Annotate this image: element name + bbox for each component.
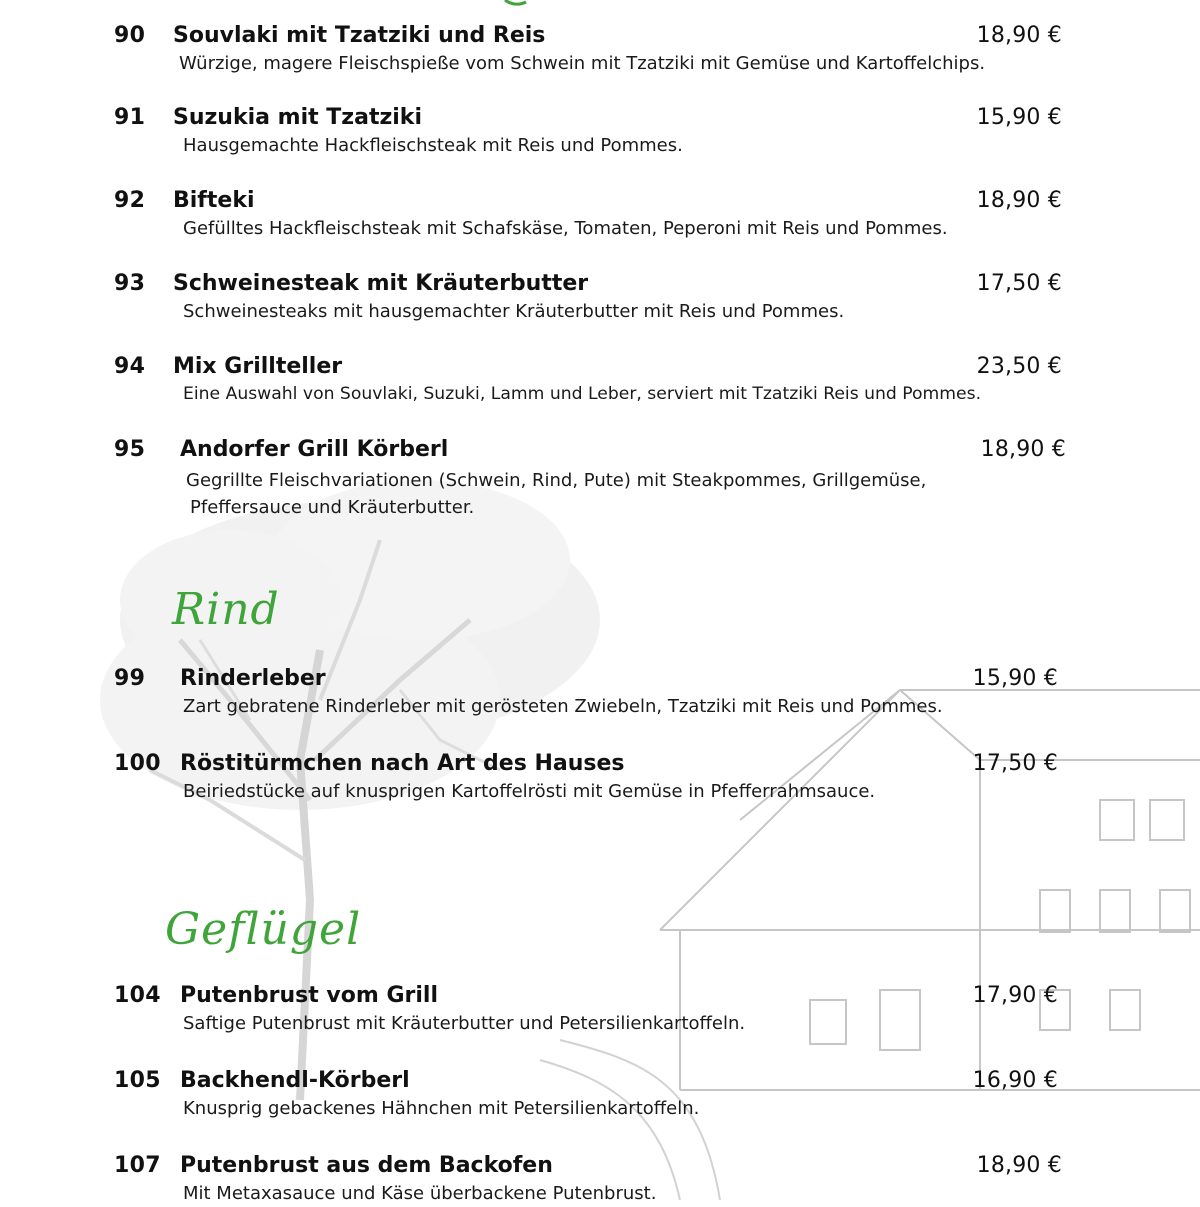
item-price: 16,90 € bbox=[972, 1068, 1058, 1093]
item-number: 92 bbox=[114, 188, 146, 213]
item-name: Bifteki bbox=[173, 188, 255, 213]
item-description: Mit Metaxasauce und Käse überbackene Putenbrust. bbox=[183, 1183, 657, 1204]
item-price: 18,90 € bbox=[976, 23, 1062, 48]
item-price: 15,90 € bbox=[976, 105, 1062, 130]
item-description: Zart gebratene Rinderleber mit gerösteten Zwiebeln, Tzatziki mit Reis und Pommes. bbox=[183, 696, 943, 717]
item-price: 18,90 € bbox=[980, 437, 1066, 462]
item-number: 91 bbox=[114, 105, 146, 130]
item-description: Saftige Putenbrust mit Kräuterbutter und Petersilienkartoffeln. bbox=[183, 1013, 746, 1034]
item-description: Beiriedstücke auf knusprigen Kartoffelrösti mit Gemüse in Pfefferrahmsauce. bbox=[183, 781, 876, 802]
item-number: 94 bbox=[114, 354, 146, 379]
item-description: Hausgemachte Hackfleischsteak mit Reis und Pommes. bbox=[183, 135, 683, 156]
item-number: 104 bbox=[114, 983, 161, 1008]
section-title-rind: Rind bbox=[172, 584, 280, 635]
item-number: 100 bbox=[114, 751, 161, 776]
item-price: 17,50 € bbox=[976, 271, 1062, 296]
item-number: 105 bbox=[114, 1068, 161, 1093]
item-description: Eine Auswahl von Souvlaki, Suzuki, Lamm und Leber, serviert mit Tzatziki Reis und Pommes. bbox=[183, 384, 982, 404]
section-title-gefluegel: Geflügel bbox=[165, 904, 362, 955]
item-description: Gegrillte Fleischvariationen (Schwein, Rind, Pute) mit Steakpommes, Grillgemüse, bbox=[186, 470, 927, 491]
item-name: Backhendl-Körberl bbox=[180, 1068, 410, 1093]
item-name: Putenbrust vom Grill bbox=[180, 983, 438, 1008]
item-number: 95 bbox=[114, 437, 146, 462]
item-price: 18,90 € bbox=[976, 1153, 1062, 1178]
item-name: Rinderleber bbox=[180, 666, 326, 691]
item-name: Andorfer Grill Körberl bbox=[180, 437, 449, 462]
item-number: 107 bbox=[114, 1153, 161, 1178]
item-description-line-2: Pfeffersauce und Kräuterbutter. bbox=[190, 497, 475, 518]
item-description: Würzige, magere Fleischspieße vom Schwein mit Tzatziki mit Gemüse und Kartoffelchips. bbox=[179, 53, 986, 74]
item-price: 17,90 € bbox=[972, 983, 1058, 1008]
item-name: Souvlaki mit Tzatziki und Reis bbox=[173, 23, 546, 48]
item-price: 17,50 € bbox=[972, 751, 1058, 776]
item-price: 18,90 € bbox=[976, 188, 1062, 213]
item-name: Suzukia mit Tzatziki bbox=[173, 105, 422, 130]
item-description: Gefülltes Hackfleischsteak mit Schafskäse, Tomaten, Peperoni mit Reis und Pommes. bbox=[183, 218, 948, 239]
item-name: Schweinesteak mit Kräuterbutter bbox=[173, 271, 589, 296]
item-name: Röstitürmchen nach Art des Hauses bbox=[180, 751, 625, 776]
item-description: Knusprig gebackenes Hähnchen mit Petersilienkartoffeln. bbox=[183, 1098, 700, 1119]
item-name: Mix Grillteller bbox=[173, 354, 343, 379]
item-price: 23,50 € bbox=[976, 354, 1062, 379]
item-number: 90 bbox=[114, 23, 146, 48]
item-number: 99 bbox=[114, 666, 146, 691]
item-description: Schweinesteaks mit hausgemachter Kräuterbutter mit Reis und Pommes. bbox=[183, 301, 845, 322]
item-name: Putenbrust aus dem Backofen bbox=[180, 1153, 553, 1178]
item-price: 15,90 € bbox=[972, 666, 1058, 691]
item-number: 93 bbox=[114, 271, 146, 296]
